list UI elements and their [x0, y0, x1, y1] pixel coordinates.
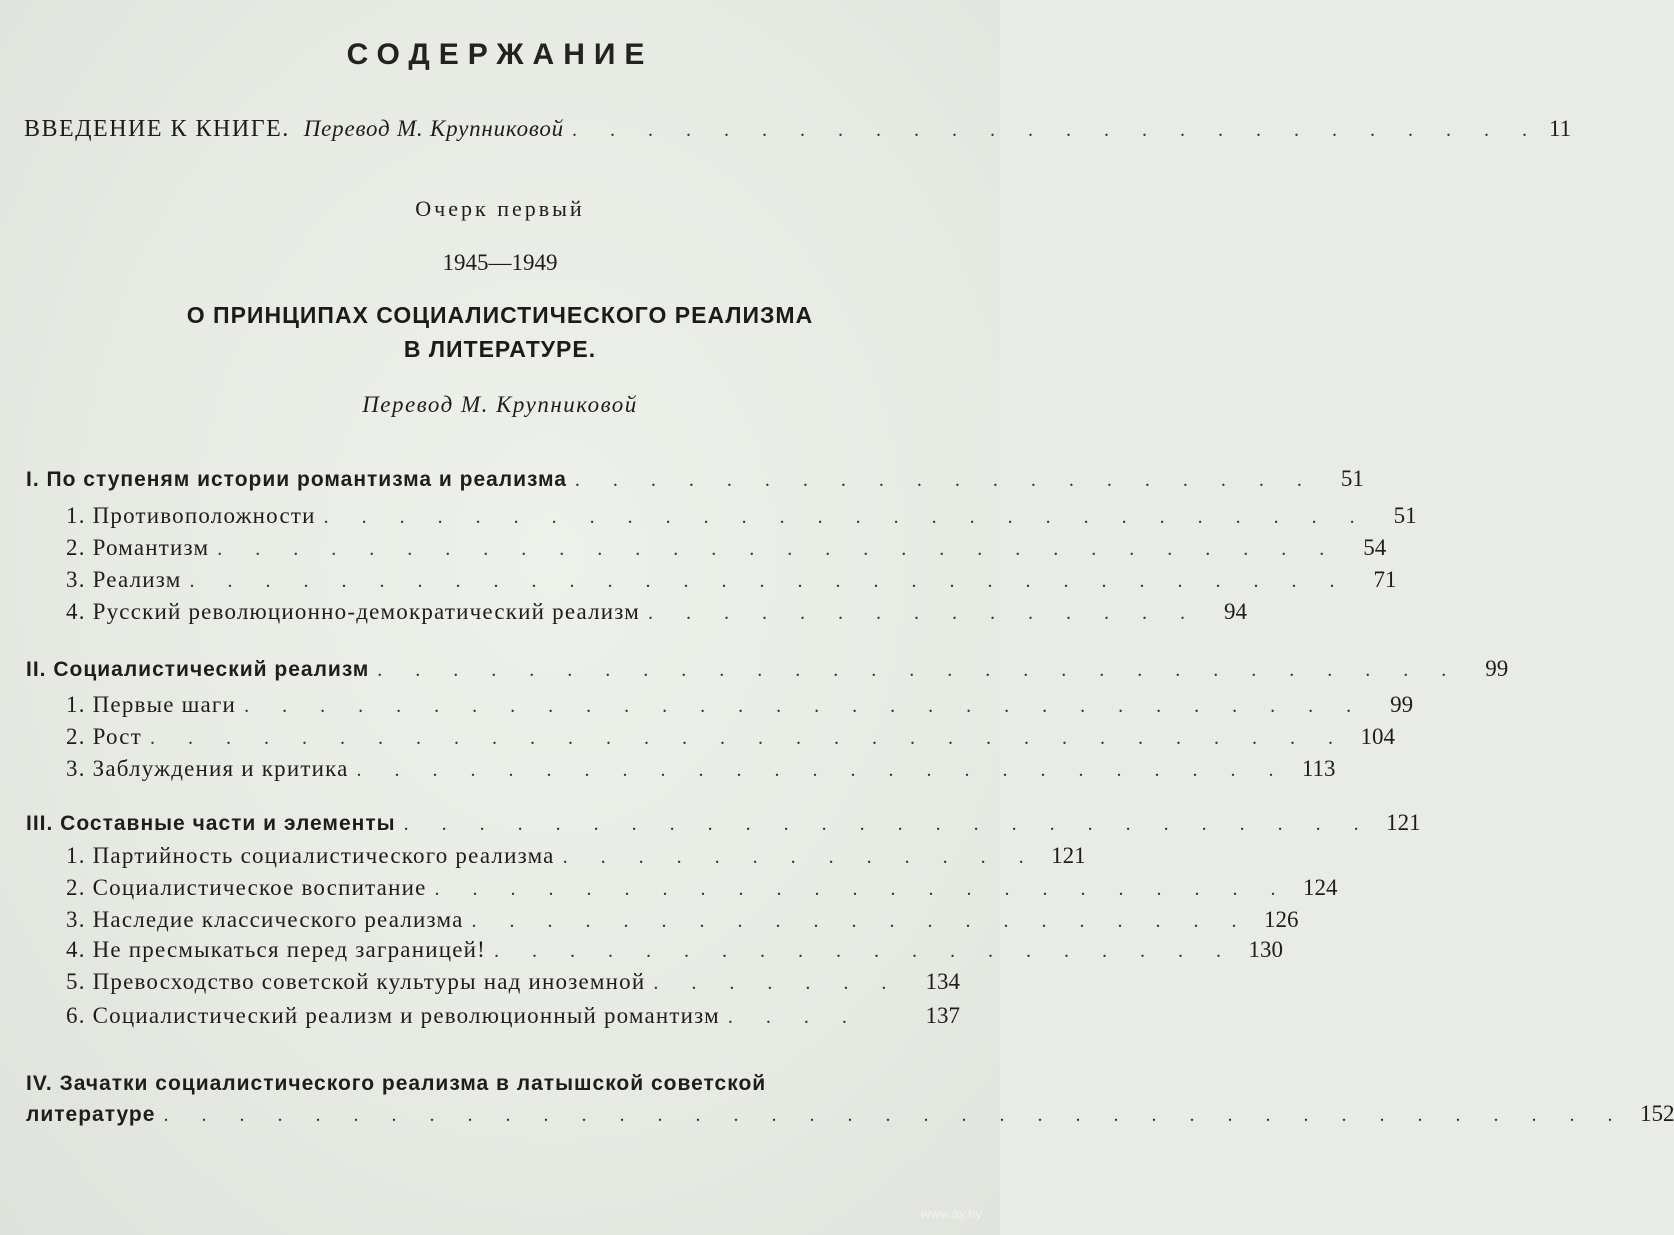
subsection-label: 5. Превосходство советской культуры над иноземной	[66, 969, 646, 994]
watermark: www.ay.by	[920, 1206, 982, 1221]
subsection-label: 4. Русский революционно-демократический реализм	[66, 599, 641, 624]
page-number: 54	[1363, 535, 1387, 560]
leader-dots: . . . . . . . . . . . . . . . . . . . . .	[471, 910, 1251, 932]
page-number: 99	[1390, 692, 1414, 717]
leader-dots: . . . . . . . . . . . . . . . . . . . . . . . . . . . . . . . .	[149, 727, 1347, 749]
essay-years: 1945—1949	[442, 250, 558, 275]
subsection-entry	[66, 756, 1336, 790]
leader-dots: . . . . . . . . . . . . . . . . . . . . . . . . . . . . . .	[244, 695, 1366, 717]
subsection-entry	[66, 907, 1299, 941]
essay-label: Очерк первый	[415, 196, 585, 221]
intro-entry	[24, 116, 1572, 150]
leader-dots: . . . .	[727, 1006, 861, 1028]
subsection-label: 6. Социалистический реализм и революционный романтизм	[66, 1003, 720, 1028]
subsection-entry	[66, 937, 1284, 971]
essay-title-line2: В ЛИТЕРАТУРЕ.	[403, 336, 597, 362]
page-number: 51	[1340, 466, 1364, 491]
section-label: II. Социалистический реализм	[26, 658, 370, 681]
page-number: 126	[1264, 907, 1299, 932]
leader-dots: . . . . . . . . . . . . . . . . . . . .	[494, 940, 1236, 962]
section-entry	[26, 656, 1509, 690]
page-number: 11	[1548, 116, 1572, 141]
page-number: 71	[1373, 567, 1397, 592]
subsection-label: 1. Противоположности	[66, 503, 316, 528]
leader-dots: . . . . . . . . . . . . . . . . . . . . . . . . . .	[403, 813, 1373, 835]
subsection-label: 1. Первые шаги	[66, 692, 237, 717]
section-entry	[26, 1101, 1674, 1135]
subsection-entry	[66, 1003, 960, 1037]
page-number: 130	[1248, 937, 1284, 962]
subsection-label: 4. Не пресмыкаться перед заграницей!	[66, 937, 487, 962]
contents-heading: СОДЕРЖАНИЕ	[346, 38, 654, 71]
subsection-label: 3. Заблуждения и критика	[66, 756, 349, 781]
subsection-entry	[66, 843, 1086, 877]
section-label: I. По ступеням истории романтизма и реализма	[26, 468, 567, 491]
subsection-entry	[66, 567, 1397, 601]
page-number: 51	[1393, 503, 1417, 528]
subsection-label: 3. Реализм	[66, 567, 182, 592]
leader-dots: . . . . . . . . . . . . . . . . . . . . . . . . .	[356, 759, 1288, 781]
subsection-entry	[66, 875, 1338, 909]
subsection-entry	[66, 969, 960, 1003]
section-label-line1: IV. Зачатки социалистического реализма в латышской советской	[26, 1072, 767, 1095]
leader-dots: . . . . . . . . . . . . . . .	[648, 602, 1200, 624]
page-number: 152	[1639, 1101, 1674, 1126]
section-label-line2: литературе	[26, 1103, 156, 1126]
page-number: 124	[1303, 875, 1338, 900]
leader-dots: . . . . . . . . . . . . . . . . . . . . . . . . . . . . . . .	[189, 570, 1349, 592]
page-number: 134	[925, 969, 960, 994]
subsection-label: 2. Социалистическое воспитание	[66, 875, 427, 900]
page-number: 121	[1386, 810, 1421, 835]
subsection-label: 2. Рост	[66, 724, 142, 749]
leader-dots: . . . . . . . . . . . . . . . . . . . . . . . . . . . . . .	[217, 538, 1339, 560]
section-entry	[26, 466, 1364, 500]
leader-dots: . . . . . . .	[653, 972, 901, 994]
page-number: 94	[1224, 599, 1248, 624]
essay-title-line1: О ПРИНЦИПАХ СОЦИАЛИСТИЧЕСКОГО РЕАЛИЗМА	[186, 302, 814, 328]
page-number: 121	[1051, 843, 1086, 868]
subsection-label: 3. Наследие классического реализма	[66, 907, 464, 932]
leader-dots: . . . . . . . . . . . . . . . . . . . . . . . . . . . . .	[377, 659, 1461, 681]
page-number: 113	[1301, 756, 1336, 781]
intro-translator: Перевод М. Крупниковой	[303, 116, 564, 141]
subsection-entry	[66, 692, 1414, 726]
page-number: 137	[925, 1003, 960, 1028]
section-label: III. Составные части и элементы	[26, 812, 396, 835]
leader-dots: . . . . . . . . . . . . . . . . . . . .	[574, 469, 1316, 491]
leader-dots: . . . . . . . . . . . . . . . . . . . . . . . . . .	[571, 119, 1541, 141]
page-number: 104	[1360, 724, 1395, 749]
leader-dots: . . . . . . . . . . . . . . . . . . . . . . . . . . . . . . . . . . . . . . .	[163, 1104, 1627, 1126]
section-entry	[26, 810, 1421, 844]
subsection-entry	[66, 535, 1387, 569]
essay-translator: Перевод М. Крупниковой	[362, 392, 638, 417]
leader-dots: . . . . . . . . . . . . . . . . . . . . . . . . . . . .	[323, 506, 1369, 528]
leader-dots: . . . . . . . . . . . . . . . . . . . . . . .	[434, 878, 1290, 900]
intro-label: ВВЕДЕНИЕ К КНИГЕ.	[24, 116, 290, 142]
subsection-entry	[66, 503, 1417, 537]
subsection-entry	[66, 724, 1395, 758]
subsection-label: 2. Романтизм	[66, 535, 210, 560]
subsection-entry	[66, 599, 1248, 633]
leader-dots: . . . . . . . . . . . . .	[562, 846, 1038, 868]
page-number: 99	[1485, 656, 1509, 681]
subsection-label: 1. Партийность социалистического реализма	[66, 843, 555, 868]
